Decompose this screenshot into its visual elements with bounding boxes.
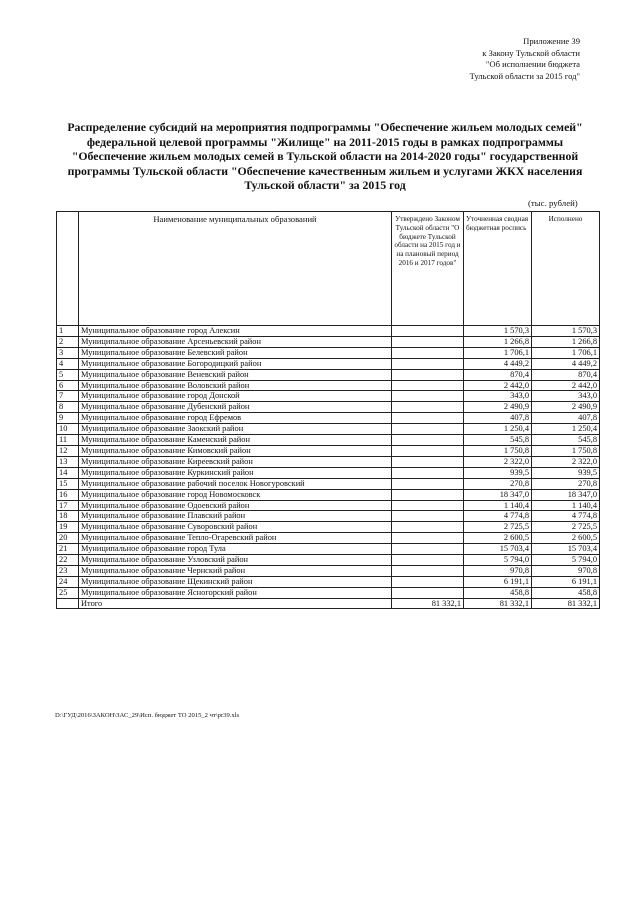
table-row bbox=[57, 391, 600, 402]
row-executed: 458,8 bbox=[532, 587, 600, 598]
row-refined: 1 750,8 bbox=[464, 445, 532, 456]
row-name: Муниципальное образование Одоевский район bbox=[79, 500, 392, 511]
row-name: Муниципальное образование Богородицкий район bbox=[79, 358, 392, 369]
file-path-footer: D:\ГУД\2016\ЗАКОН\ЗАС_29\Исп. бюджет ТО 2015_2 чт\pr39.xls bbox=[55, 712, 240, 719]
appendix-line: Тульской области за 2015 год" bbox=[469, 70, 580, 81]
row-number: 17 bbox=[57, 500, 79, 511]
table-row bbox=[57, 445, 600, 456]
appendix-header bbox=[400, 36, 580, 82]
table-row bbox=[57, 467, 600, 478]
row-name: Муниципальное образование Щекинский район bbox=[79, 576, 392, 587]
row-refined: 2 322,0 bbox=[464, 456, 532, 467]
row-refined: 1 266,8 bbox=[464, 336, 532, 347]
table-row bbox=[57, 326, 600, 337]
row-number: 15 bbox=[57, 478, 79, 489]
row-name: Муниципальное образование Белевский район bbox=[79, 347, 392, 358]
row-name: Муниципальное образование Заокский район bbox=[79, 424, 392, 435]
row-executed: 2 600,5 bbox=[532, 533, 600, 544]
row-executed: 4 774,8 bbox=[532, 511, 600, 522]
total-number bbox=[57, 598, 79, 608]
row-name: Муниципальное образование Ясногорский район bbox=[79, 587, 392, 598]
row-number: 9 bbox=[57, 413, 79, 424]
row-name: Муниципальное образование Веневский район bbox=[79, 369, 392, 380]
subsidy-table bbox=[56, 211, 600, 609]
row-approved bbox=[392, 500, 464, 511]
total-row bbox=[57, 598, 600, 608]
row-refined: 1 570,3 bbox=[464, 326, 532, 337]
row-refined: 1 706,1 bbox=[464, 347, 532, 358]
row-name: Муниципальное образование Киреевский район bbox=[79, 456, 392, 467]
header-approved: Утверждено Законом Тульской области "О бюджете Тульской области на 2015 год и на плановый период 2016 и 2017 годов" bbox=[392, 212, 464, 326]
row-number: 16 bbox=[57, 489, 79, 500]
row-refined: 343,0 bbox=[464, 391, 532, 402]
row-number: 6 bbox=[57, 380, 79, 391]
row-refined: 18 347,0 bbox=[464, 489, 532, 500]
row-refined: 1 250,4 bbox=[464, 424, 532, 435]
row-approved bbox=[392, 511, 464, 522]
row-refined: 458,8 bbox=[464, 587, 532, 598]
table-row bbox=[57, 587, 600, 598]
row-refined: 970,8 bbox=[464, 565, 532, 576]
row-executed: 2 442,0 bbox=[532, 380, 600, 391]
row-approved bbox=[392, 336, 464, 347]
row-executed: 970,8 bbox=[532, 565, 600, 576]
header-number bbox=[57, 212, 79, 326]
row-number: 11 bbox=[57, 435, 79, 446]
row-executed: 1 706,1 bbox=[532, 347, 600, 358]
table-row bbox=[57, 456, 600, 467]
row-name: Муниципальное образование Воловский район bbox=[79, 380, 392, 391]
table-row bbox=[57, 522, 600, 533]
row-approved bbox=[392, 576, 464, 587]
table-row bbox=[57, 489, 600, 500]
row-name: Муниципальное образование Узловский район bbox=[79, 555, 392, 566]
row-number: 22 bbox=[57, 555, 79, 566]
row-executed: 5 794,0 bbox=[532, 555, 600, 566]
table-row bbox=[57, 478, 600, 489]
row-executed: 6 191,1 bbox=[532, 576, 600, 587]
row-name: Муниципальное образование Дубенский район bbox=[79, 402, 392, 413]
row-approved bbox=[392, 347, 464, 358]
appendix-line: к Закону Тульской области bbox=[482, 47, 580, 58]
row-number: 23 bbox=[57, 565, 79, 576]
row-executed: 18 347,0 bbox=[532, 489, 600, 500]
row-number: 10 bbox=[57, 424, 79, 435]
row-number: 13 bbox=[57, 456, 79, 467]
row-refined: 939,5 bbox=[464, 467, 532, 478]
header-executed: Исполнено bbox=[532, 212, 600, 326]
row-number: 20 bbox=[57, 533, 79, 544]
row-approved bbox=[392, 445, 464, 456]
row-name: Муниципальное образование Чернский район bbox=[79, 565, 392, 576]
row-number: 18 bbox=[57, 511, 79, 522]
row-refined: 4 774,8 bbox=[464, 511, 532, 522]
row-executed: 15 703,4 bbox=[532, 544, 600, 555]
row-number: 3 bbox=[57, 347, 79, 358]
row-approved bbox=[392, 380, 464, 391]
total-label: Итого bbox=[79, 598, 392, 608]
row-number: 24 bbox=[57, 576, 79, 587]
row-number: 5 bbox=[57, 369, 79, 380]
row-approved bbox=[392, 435, 464, 446]
row-executed: 870,4 bbox=[532, 369, 600, 380]
row-approved bbox=[392, 478, 464, 489]
row-executed: 1 570,3 bbox=[532, 326, 600, 337]
row-number: 21 bbox=[57, 544, 79, 555]
table-row bbox=[57, 533, 600, 544]
row-number: 19 bbox=[57, 522, 79, 533]
row-executed: 270,8 bbox=[532, 478, 600, 489]
table-row bbox=[57, 424, 600, 435]
row-number: 2 bbox=[57, 336, 79, 347]
row-approved bbox=[392, 424, 464, 435]
row-executed: 2 322,0 bbox=[532, 456, 600, 467]
row-name: Муниципальное образование Куркинский район bbox=[79, 467, 392, 478]
table-row bbox=[57, 565, 600, 576]
header-name: Наименование муниципальных образований bbox=[79, 212, 392, 326]
row-name: Муниципальное образование рабочий поселок Новогуровский bbox=[79, 478, 392, 489]
table-row bbox=[57, 347, 600, 358]
row-approved bbox=[392, 467, 464, 478]
row-refined: 270,8 bbox=[464, 478, 532, 489]
row-executed: 1 250,4 bbox=[532, 424, 600, 435]
row-executed: 2 490,9 bbox=[532, 402, 600, 413]
row-name: Муниципальное образование город Алексин bbox=[79, 326, 392, 337]
row-approved bbox=[392, 522, 464, 533]
table-row bbox=[57, 576, 600, 587]
row-refined: 2 725,5 bbox=[464, 522, 532, 533]
row-approved bbox=[392, 358, 464, 369]
table-row bbox=[57, 511, 600, 522]
row-approved bbox=[392, 456, 464, 467]
row-executed: 407,8 bbox=[532, 413, 600, 424]
row-name: Муниципальное образование Каменский район bbox=[79, 435, 392, 446]
table-row bbox=[57, 544, 600, 555]
units-label: (тыс. рублей) bbox=[528, 198, 578, 208]
table-row bbox=[57, 402, 600, 413]
row-approved bbox=[392, 489, 464, 500]
row-name: Муниципальное образование Кимовский район bbox=[79, 445, 392, 456]
row-refined: 5 794,0 bbox=[464, 555, 532, 566]
row-refined: 870,4 bbox=[464, 369, 532, 380]
row-name: Муниципальное образование Тепло-Огаревский район bbox=[79, 533, 392, 544]
row-name: Муниципальное образование город Донской bbox=[79, 391, 392, 402]
total-approved: 81 332,1 bbox=[392, 598, 464, 608]
row-name: Муниципальное образование Суворовский район bbox=[79, 522, 392, 533]
row-refined: 4 449,2 bbox=[464, 358, 532, 369]
row-approved bbox=[392, 565, 464, 576]
table-row bbox=[57, 435, 600, 446]
header-refined: Уточненная сводная бюджетная роспись bbox=[464, 212, 532, 326]
table-row bbox=[57, 555, 600, 566]
row-approved bbox=[392, 587, 464, 598]
row-approved bbox=[392, 533, 464, 544]
row-name: Муниципальное образование город Новомосковск bbox=[79, 489, 392, 500]
table-row bbox=[57, 500, 600, 511]
appendix-line: "Об исполнении бюджета bbox=[485, 59, 580, 70]
total-executed: 81 332,1 bbox=[532, 598, 600, 608]
row-approved bbox=[392, 369, 464, 380]
row-refined: 15 703,4 bbox=[464, 544, 532, 555]
row-refined: 2 600,5 bbox=[464, 533, 532, 544]
row-number: 1 bbox=[57, 326, 79, 337]
row-refined: 6 191,1 bbox=[464, 576, 532, 587]
appendix-line: Приложение 39 bbox=[523, 36, 580, 46]
table-row bbox=[57, 380, 600, 391]
row-refined: 2 442,0 bbox=[464, 380, 532, 391]
row-approved bbox=[392, 326, 464, 337]
total-refined: 81 332,1 bbox=[464, 598, 532, 608]
document-title: Распределение субсидий на мероприятия подпрограммы "Обеспечение жильем молодых семей" федеральной целевой программы "Жилище" на 2011-2015 годы в рамках подпрограммы "Обеспечение жильем молодых семей в Тульской области на 2014-2020 годы" государственной программы Тульской области "Обеспечение качественным жильем и услугами ЖКХ населения Тульской области" за 2015 год bbox=[67, 120, 583, 193]
row-approved bbox=[392, 402, 464, 413]
row-executed: 545,8 bbox=[532, 435, 600, 446]
row-approved bbox=[392, 413, 464, 424]
row-refined: 545,8 bbox=[464, 435, 532, 446]
row-number: 25 bbox=[57, 587, 79, 598]
row-refined: 407,8 bbox=[464, 413, 532, 424]
table-row bbox=[57, 358, 600, 369]
row-number: 8 bbox=[57, 402, 79, 413]
row-refined: 2 490,9 bbox=[464, 402, 532, 413]
table-row bbox=[57, 413, 600, 424]
row-approved bbox=[392, 544, 464, 555]
row-executed: 343,0 bbox=[532, 391, 600, 402]
row-approved bbox=[392, 391, 464, 402]
row-number: 7 bbox=[57, 391, 79, 402]
row-approved bbox=[392, 555, 464, 566]
table-row bbox=[57, 369, 600, 380]
table-header-row bbox=[57, 212, 600, 326]
row-executed: 1 266,8 bbox=[532, 336, 600, 347]
row-name: Муниципальное образование город Тула bbox=[79, 544, 392, 555]
row-name: Муниципальное образование город Ефремов bbox=[79, 413, 392, 424]
row-executed: 1 140,4 bbox=[532, 500, 600, 511]
row-name: Муниципальное образование Плавский район bbox=[79, 511, 392, 522]
row-executed: 4 449,2 bbox=[532, 358, 600, 369]
row-refined: 1 140,4 bbox=[464, 500, 532, 511]
row-name: Муниципальное образование Арсеньевский район bbox=[79, 336, 392, 347]
row-executed: 1 750,8 bbox=[532, 445, 600, 456]
row-executed: 2 725,5 bbox=[532, 522, 600, 533]
row-executed: 939,5 bbox=[532, 467, 600, 478]
row-number: 14 bbox=[57, 467, 79, 478]
row-number: 4 bbox=[57, 358, 79, 369]
table-row bbox=[57, 336, 600, 347]
row-number: 12 bbox=[57, 445, 79, 456]
